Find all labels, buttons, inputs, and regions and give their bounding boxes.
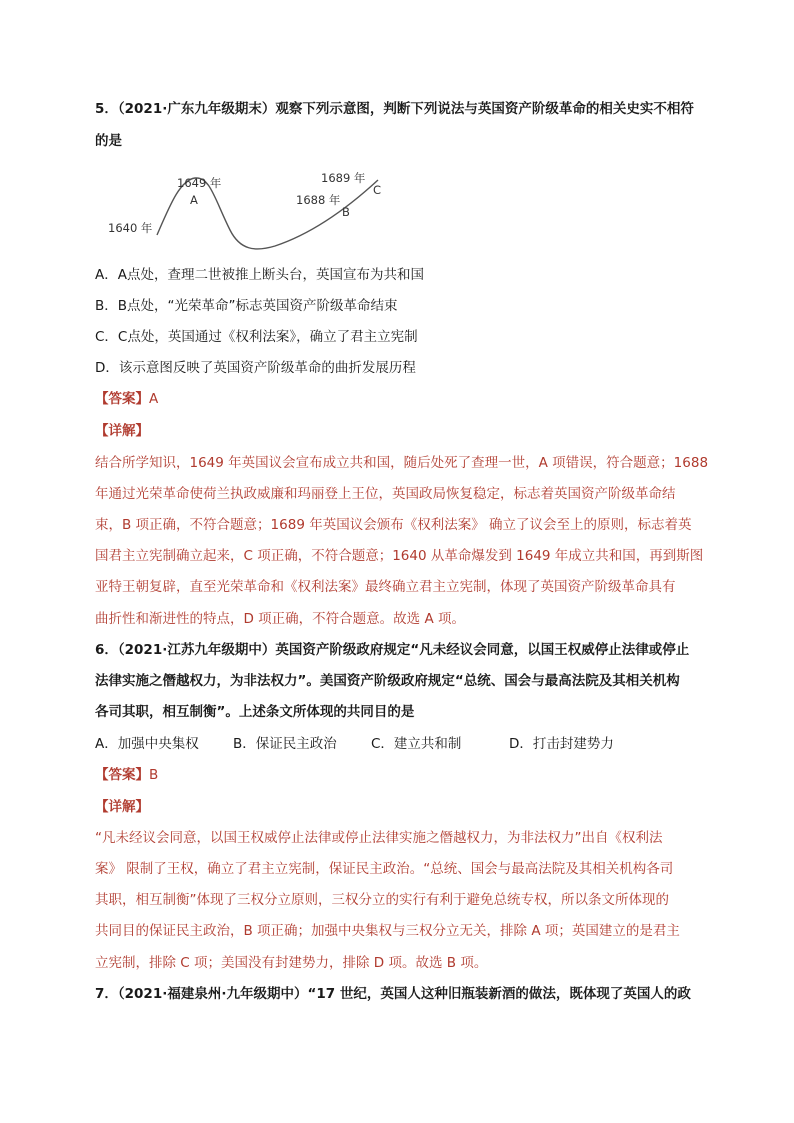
- q5-answer-tag: 【答案】: [95, 391, 149, 407]
- label-1649: 1649 年: [177, 176, 222, 190]
- q6-option-b: B．保证民主政治: [233, 736, 337, 752]
- q5-detail-tag: 【详解】: [95, 423, 149, 439]
- q6-explanation-line-4: 共同目的保证民主政治，B 项正确；加强中央集权与三权分立无关，排除 A 项；英国建立的是君主: [95, 923, 680, 939]
- q6-answer-value: B: [149, 767, 159, 783]
- q6-stem-line-1: 6．（2021·江苏九年级期中）英国资产阶级政府规定“凡未经议会同意，以国王权威停止法律或停止: [95, 642, 690, 658]
- q5-option-c: C．C点处，英国通过《权利法案》，确立了君主立宪制: [95, 329, 418, 345]
- q5-option-a: A．A点处，查理二世被推上断头台，英国宣布为共和国: [95, 267, 424, 283]
- q6-answer-tag: 【答案】: [95, 767, 149, 783]
- label-point-b: B: [342, 205, 350, 219]
- q5-explanation-line-5: 亚特王朝复辟，直至光荣革命和《权利法案》最终确立君主立宪制，体现了英国资产阶级革命具有: [95, 579, 676, 595]
- q6-option-d: D．打击封建势力: [509, 736, 614, 752]
- label-point-a: A: [190, 193, 198, 207]
- q5-stem-line-2: 的是: [95, 133, 122, 149]
- q6-detail-tag: 【详解】: [95, 799, 149, 815]
- label-1640: 1640 年: [108, 221, 153, 235]
- q5-stem-line-1: 5．（2021·广东九年级期末）观察下列示意图，判断下列说法与英国资产阶级革命的相关史实不相符: [95, 101, 694, 117]
- q6-option-c: C．建立共和制: [371, 736, 462, 752]
- q6-option-a: A．加强中央集权: [95, 736, 199, 752]
- q5-explanation-line-4: 国君主立宪制确立起来，C 项正确，不符合题意；1640 从革命爆发到 1649 年成立共和国，再到斯图: [95, 548, 704, 564]
- q6-explanation-line-2: 案》 限制了王权，确立了君主立宪制，保证民主政治。“总统、国会与最高法院及其相关机构各司: [95, 861, 674, 877]
- q5-answer-value: A: [149, 391, 159, 407]
- q5-explanation-line-6: 曲折性和渐进性的特点，D 项正确，不符合题意。故选 A 项。: [95, 611, 466, 627]
- revolution-curve-diagram: [100, 160, 400, 255]
- q6-stem-line-3: 各司其职，相互制衡”。上述条文所体现的共同目的是: [95, 704, 415, 720]
- q5-explanation-line-2: 年通过光荣革命使荷兰执政威廉和玛丽登上王位，英国政局恢复稳定，标志着英国资产阶级革命结: [95, 486, 676, 502]
- q6-explanation-line-1: “凡未经议会同意，以国王权威停止法律或停止法律实施之僭越权力，为非法权力”出自《权利法: [95, 830, 663, 846]
- q5-explanation-line-3: 束，B 项正确，不符合题意；1689 年英国议会颁布《权利法案》 确立了议会至上的原则，标志着英: [95, 517, 692, 533]
- q6-explanation-line-5: 立宪制，排除 C 项；美国没有封建势力，排除 D 项。故选 B 项。: [95, 955, 488, 971]
- q6-options-row: [95, 734, 614, 754]
- label-1689: 1689 年: [321, 171, 366, 185]
- q5-explanation-line-1: 结合所学知识，1649 年英国议会宣布成立共和国，随后处死了查理一世，A 项错误，符合题意；1688: [95, 455, 709, 471]
- label-1688: 1688 年: [296, 193, 341, 207]
- q6-explanation-line-3: 其职，相互制衡”体现了三权分立原则，三权分立的实行有利于避免总统专权，所以条文所体现的: [95, 892, 669, 908]
- label-point-c: C: [373, 183, 382, 197]
- q5-option-b: B．B点处，“光荣革命”标志英国资产阶级革命结束: [95, 298, 398, 314]
- q6-answer-row: [95, 765, 158, 785]
- q5-option-d: D．该示意图反映了英国资产阶级革命的曲折发展历程: [95, 360, 416, 376]
- q6-stem-line-2: 法律实施之僭越权力，为非法权力”。美国资产阶级政府规定“总统、国会与最高法院及其相关机构: [95, 673, 680, 689]
- q7-stem-line-1: 7．（2021·福建泉州·九年级期中）“17 世纪，英国人这种旧瓶装新酒的做法，既体现了英国人的政: [95, 986, 691, 1002]
- q5-answer-row: [95, 389, 158, 409]
